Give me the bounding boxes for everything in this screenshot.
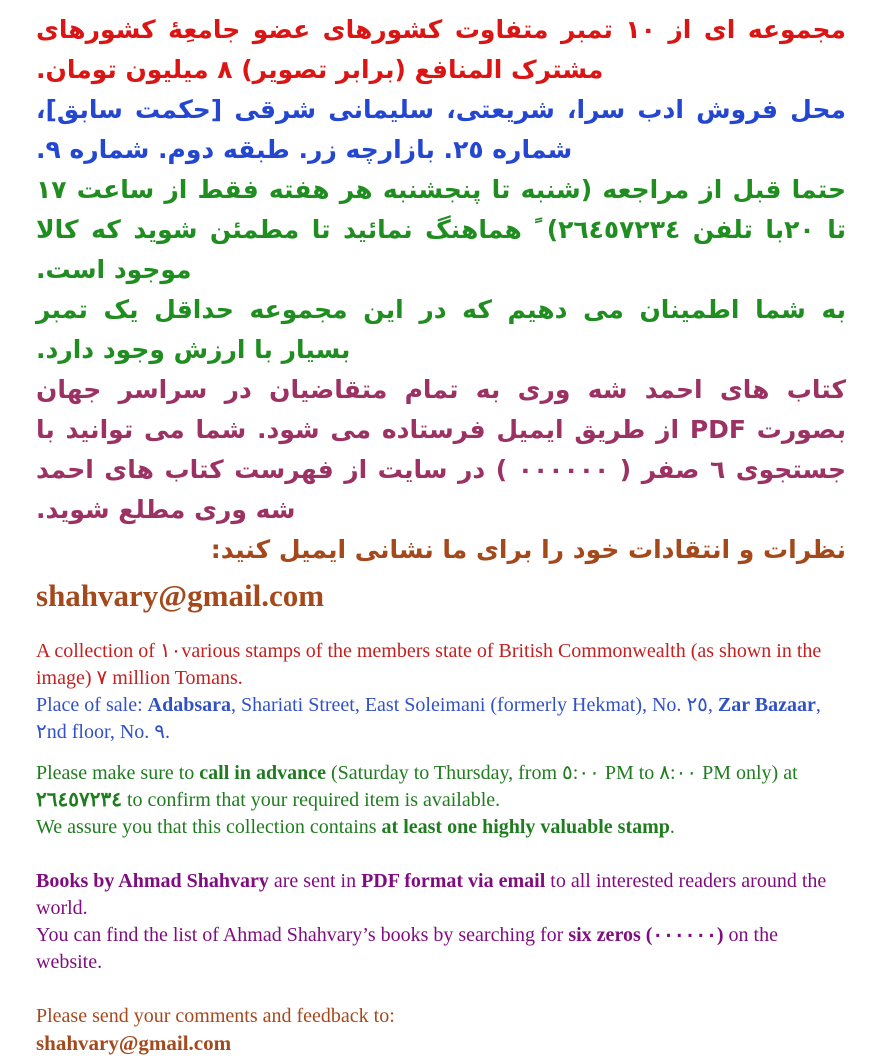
en-place-of-sale	[36, 692, 846, 746]
spacer	[36, 841, 846, 868]
fa-feedback-request: نظرات و انتقادات خود را برای ما نشانی ایمیل کنید:	[210, 535, 846, 564]
en-call-confirm: to confirm that your required item is available.	[121, 789, 501, 811]
shop-name-zar-bazaar: Zar Bazaar	[717, 694, 816, 716]
shop-name-adabsara: Adabsara	[147, 694, 231, 716]
fa-books-info: کتاب های احمد شه وری به تمام متقاضیان در سراسر جهان بصورت PDF از طریق ایمیل فرستاده می شود. شما می توانید با جستجوی ٦ صفر ( ٠٠٠٠٠٠ ) در سایت از فهرست کتاب های احمد شه وری مطلع شوید.	[36, 375, 846, 524]
en-assurance-period: .	[669, 816, 675, 838]
en-feedback-request: Please send your comments and feedback to:	[36, 1005, 395, 1027]
six-zeros-emphasis: six zeros (٠٠٠٠٠٠)	[568, 924, 724, 946]
phone-number: ٢٦٤٥٧٢٣٤	[36, 789, 122, 811]
fa-call-in-advance: حتما قبل از مراجعه (شنبه تا پنجشنبه هر هفته فقط از ساعت ١٧ تا ٢٠با تلفن ٢٦٤٥٧٢٣٤) ً هماهنگ نمائید تا مطمئن شوید که کالا موجود است.	[36, 175, 846, 284]
en-books-search	[36, 922, 846, 976]
books-author-emphasis: Books by Ahmad Shahvary	[36, 870, 269, 892]
call-in-advance-emphasis: call in advance	[199, 762, 326, 784]
en-place-of-sale-floor: , ٢nd floor, No. ٩.	[36, 694, 821, 743]
primary-email: shahvary@gmail.com	[36, 578, 325, 613]
en-call-hours: (Saturday to Thursday, from ٥:٠٠ PM to ٨:٠٠ PM only) at	[325, 762, 798, 784]
en-call-in-advance	[36, 760, 846, 814]
spacer	[36, 746, 846, 760]
valuable-stamp-emphasis: at least one highly valuable stamp	[381, 816, 670, 838]
fa-stamp-offer: مجموعه ای از ١٠ تمبر متفاوت کشورهای عضو جامعِۀ کشورهای مشترک المنافع (برابر تصویر) ٨ میلیون تومان.	[36, 15, 846, 84]
fa-assurance: به شما اطمینان می دهیم که در این مجموعه حداقل یک تمبر بسیار با ارزش وجود دارد.	[36, 295, 846, 364]
en-place-of-sale-address: , Shariati Street, East Soleimani (formerly Hekmat), No. ٢٥,	[230, 694, 718, 716]
en-stamp-offer: A collection of ١٠various stamps of the members state of British Commonwealth (as shown in the image) ٧ million Tomans.	[36, 640, 822, 689]
footer-email: shahvary@gmail.com	[36, 1031, 232, 1055]
en-place-of-sale-text: Place of sale:	[36, 694, 148, 716]
en-books-sent: are sent in	[268, 870, 362, 892]
en-call-text: Please make sure to	[36, 762, 200, 784]
en-books-readers: to all interested readers around the world.	[36, 870, 827, 919]
en-assurance-text: We assure you that this collection contains	[36, 816, 382, 838]
en-assurance	[36, 814, 846, 841]
en-books-search-text: You can find the list of Ahmad Shahvary’s books by searching for	[36, 924, 569, 946]
fa-place-of-sale: محل فروش ادب سرا، شریعتی، سلیمانی شرقی [حکمت سابق]، شماره ٢٥. بازارچه زر. طبقه دوم. شماره ٩.	[36, 95, 846, 164]
pdf-format-emphasis: PDF format via email	[361, 870, 546, 892]
en-books-info	[36, 868, 846, 922]
en-books-search-site: on the website.	[36, 924, 778, 973]
english-section	[36, 638, 846, 1057]
spacer	[36, 976, 846, 1003]
